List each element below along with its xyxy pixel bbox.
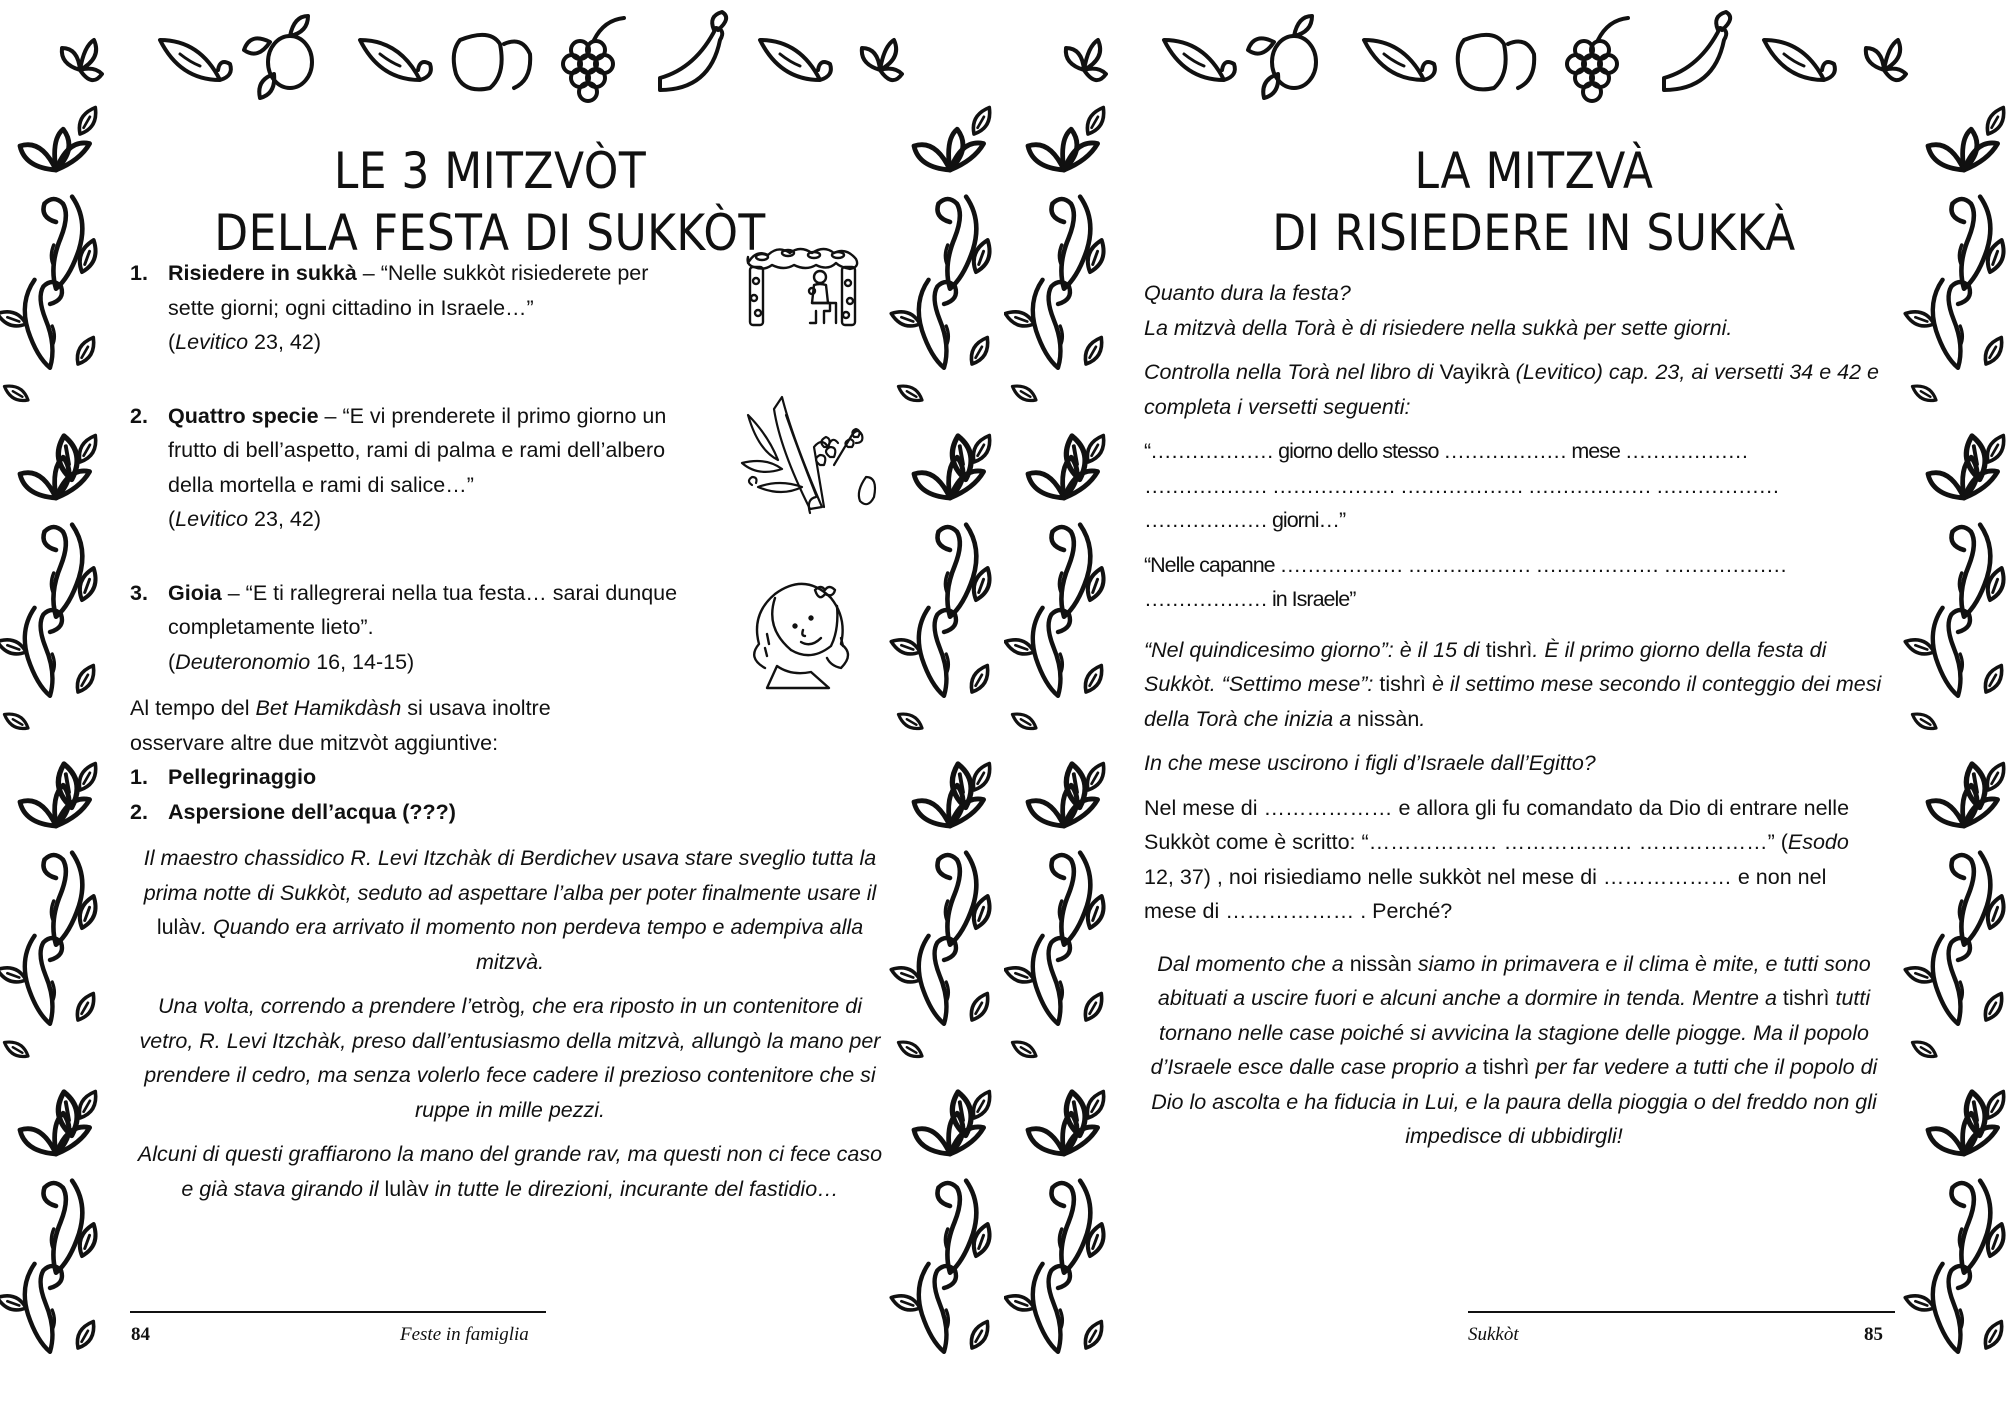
curl-ornament [1033, 280, 1070, 368]
leaf-ornament [1963, 762, 1989, 809]
footer-rule [1468, 1311, 1895, 1313]
leaf-ornament [969, 760, 995, 793]
trefoil-ornament [914, 457, 984, 498]
top-leafbig-ornament [160, 40, 231, 80]
fill-verse-1-line-1: “……………… giorno dello stesso ……………… mese ……………… [1144, 439, 1748, 463]
answer-duration: La mitzvà della Torà è di risiedere nella sukkà per sette giorni. [1144, 315, 1733, 340]
happy-girl-illustration [745, 578, 860, 693]
trefoil-ornament [914, 129, 984, 170]
leaf-ornament [1983, 894, 2008, 931]
leaf-ornament [1963, 434, 1989, 481]
leaf-ornament [889, 964, 922, 986]
curl-ornament [1033, 936, 1070, 1024]
ref-open: ( [168, 507, 176, 531]
leaf-ornament [967, 1318, 993, 1351]
fill-verse-2-line-2: ……………… in Israele” [1144, 587, 1356, 611]
page-title [173, 140, 807, 264]
item-name: Gioia [168, 580, 222, 605]
page-number: 84 [131, 1324, 150, 1345]
leaf-ornament [1903, 636, 1936, 658]
leaf-ornament [1083, 238, 1108, 275]
item-text [168, 256, 688, 360]
curl-ornament [1951, 525, 1990, 617]
text-plain: tishrì [1485, 637, 1533, 662]
leaf-ornament [1004, 964, 1036, 986]
text: tutti tornano nelle case poiché si avvicina la stagione delle piogge. Ma il popolo d’Israele esce dalle case proprio a [1150, 986, 1871, 1079]
title-line-2: DELLA FESTA DI SUKKÒT [214, 203, 766, 262]
answer-paragraph [1144, 947, 1884, 1154]
item-number: 1. [130, 261, 148, 285]
leaf-ornament [73, 990, 99, 1023]
text: , che era riposto in un contenitore di vetro, R. Levi Itzchàk, preso dall’entusiasmo della mitzvà, allungò la mano per prendere il cedro, ma senza volerlo fece cadere il prezioso contenitore che si ruppe in mille pezzi. [139, 994, 881, 1122]
leaf-ornament [0, 1292, 28, 1314]
text-plain: etròg [471, 994, 521, 1018]
leaf-ornament [889, 308, 922, 330]
title-line-1: LA MITZVÀ [1414, 141, 1654, 200]
top-lemon-ornament [454, 35, 530, 90]
text-plain: lulàv [384, 1176, 429, 1201]
text: Controlla nella Torà nel libro di [1144, 360, 1440, 384]
leaf-ornament [75, 432, 101, 465]
leaf-ornament [2, 710, 31, 733]
item-text [168, 576, 688, 680]
leaf-ornament [1083, 1088, 1109, 1121]
leaf-ornament [75, 1088, 101, 1121]
curl-ornament [1051, 197, 1090, 289]
top-leafbig-ornament [760, 40, 831, 80]
item-number: 3. [130, 580, 148, 605]
curl-ornament [25, 936, 62, 1024]
leaf-ornament [1963, 1090, 1989, 1137]
leaf-ornament [1983, 432, 2008, 465]
leaf-ornament [1083, 104, 1109, 137]
leaf-ornament [1063, 762, 1089, 809]
leaf-ornament [75, 566, 100, 603]
leaf-ornament [1063, 434, 1089, 481]
leaf-ornament [967, 334, 993, 367]
curl-ornament [1933, 1264, 1970, 1352]
leaf-ornament [0, 636, 28, 658]
ref-verse: 16, 14-15) [310, 649, 415, 674]
curl-ornament [43, 853, 82, 945]
trefoil-ornament [20, 129, 90, 170]
leaf-ornament [55, 434, 81, 481]
text-italic: Esodo [1787, 830, 1849, 854]
top-lemon-ornament [1458, 35, 1534, 90]
leaf-ornament [0, 964, 28, 986]
trefoil-ornament [1928, 1113, 1998, 1154]
leaf-ornament [1083, 1222, 1108, 1259]
fill-verse-1-line-2: ……………… ……………… ……………… ……………… ……………… [1144, 473, 1779, 498]
top-flower-ornament [1866, 40, 1906, 80]
trefoil-ornament [1928, 785, 1998, 826]
item-name: Risiedere in sukkà [168, 261, 357, 285]
leaf-ornament [75, 1222, 100, 1259]
footer-rule [130, 1311, 546, 1313]
leaf-ornament [969, 104, 995, 137]
leaf-ornament [75, 104, 101, 137]
leaf-ornament [55, 1090, 81, 1137]
curl-ornament [1033, 1264, 1070, 1352]
curl-ornament [1933, 608, 1970, 696]
explanation [1144, 633, 1884, 737]
leaf-ornament [1910, 710, 1939, 733]
leaf-ornament [1910, 1038, 1939, 1061]
text-plain: tishrì [1379, 672, 1426, 696]
right-page [1004, 0, 2008, 1417]
item-label: Pellegrinaggio [168, 765, 317, 789]
top-flower-ornament [862, 40, 902, 80]
curl-ornament [919, 280, 956, 368]
text: Dal momento che a [1157, 951, 1350, 976]
curl-ornament [25, 1264, 62, 1352]
curl-ornament [919, 936, 956, 1024]
extra-mitzvot-list [130, 760, 890, 829]
leaf-ornament [1981, 1318, 2007, 1351]
leaf-ornament [967, 662, 993, 695]
leaf-ornament [75, 238, 100, 275]
temple-intro [130, 691, 650, 760]
ref-open: ( [168, 649, 176, 674]
text: si usava inoltre osservare altre due mitzvòt aggiuntive: [130, 696, 551, 755]
text: Nel mese di ……………… e allora gli fu comandato da Dio di entrare nelle Sukkòt come è scritto: “……………… ……………… ………………” ( [1144, 795, 1850, 854]
title-line-2: DI RISIEDERE IN SUKKÀ [1272, 203, 1796, 262]
leaf-ornament [1903, 964, 1936, 986]
ref-book: Levitico [175, 507, 249, 531]
item-quote: – “Nelle sukkòt risiederete per sette giorni; ogni cittadino in Israele…” [168, 261, 649, 320]
sukka-illustration [740, 243, 865, 328]
curl-ornament [937, 1181, 976, 1273]
curl-ornament [937, 525, 976, 617]
item-quote: – “E vi prenderete il primo giorno un frutto di bell’aspetto, rami di palma e rami dell’albero della mortella e rami di salice…” [168, 403, 667, 497]
fill-exodus [1144, 791, 1884, 929]
text: 12, 37) , noi risiediamo nelle sukkòt nel mese di ……………… e non nel mese di ……………… . Perché? [1144, 864, 1827, 923]
curl-ornament [937, 197, 976, 289]
top-pepper-ornament [660, 12, 726, 90]
extra-item [130, 760, 890, 795]
trefoil-ornament [914, 785, 984, 826]
leaf-ornament [896, 710, 925, 733]
item-number: 2. [130, 799, 148, 824]
leaf-ornament [1903, 308, 1936, 330]
top-leafbig-ornament [360, 40, 431, 80]
text-plain: Vayikrà [1439, 360, 1510, 384]
leaf-ornament [896, 1038, 925, 1061]
trefoil-ornament [1028, 1113, 1098, 1154]
trefoil-ornament [20, 1113, 90, 1154]
leaf-ornament [1004, 1292, 1036, 1314]
curl-ornament [25, 280, 62, 368]
curl-ornament [25, 608, 62, 696]
ref-book: Levitico [175, 330, 249, 354]
text: in tutte le direzioni, incurante del fastidio… [428, 1176, 839, 1201]
top-leafbig-ornament [1764, 40, 1835, 80]
item-number: 1. [130, 765, 148, 789]
top-flower-ornament [1066, 40, 1106, 80]
leaf-ornament [949, 1090, 975, 1137]
item-quote: – “E ti rallegrerai nella tua festa… sarai dunque completamente lieto”. [168, 580, 678, 639]
leaf-ornament [1004, 636, 1036, 658]
leaf-ornament [0, 308, 28, 330]
leaf-ornament [969, 1088, 995, 1121]
item-number: 2. [130, 403, 148, 428]
fill-verse-1-line-3: ……………… giorni…” [1144, 508, 1346, 532]
item-label: Aspersione dell’acqua (???) [168, 799, 456, 824]
top-fruit-ornament [1248, 16, 1316, 98]
leaf-ornament [889, 1292, 922, 1314]
leaf-ornament [896, 382, 925, 405]
curl-ornament [919, 1264, 956, 1352]
story-paragraph [130, 989, 890, 1127]
leaf-ornament [1010, 1038, 1039, 1061]
instructions [1144, 355, 1884, 424]
leaf-ornament [1083, 566, 1108, 603]
curl-ornament [1051, 1181, 1090, 1273]
text: Al tempo del [130, 696, 256, 720]
leaf-ornament [2, 1038, 31, 1061]
curl-ornament [43, 525, 82, 617]
trefoil-ornament [914, 1113, 984, 1154]
curl-ornament [1951, 197, 1990, 289]
leaf-ornament [73, 334, 99, 367]
leaf-ornament [969, 566, 994, 603]
leaf-ornament [969, 894, 994, 931]
leaf-ornament [1004, 308, 1036, 330]
leaf-ornament [1983, 1088, 2008, 1121]
fill-verse-2-line-1: “Nelle capanne ……………… ……………… ……………… ……………… [1144, 552, 1787, 577]
leaf-ornament [1983, 566, 2008, 603]
item-text [168, 399, 688, 537]
running-title: Sukkòt [1468, 1324, 1519, 1345]
leaf-ornament [1010, 710, 1039, 733]
leaf-ornament [1010, 382, 1039, 405]
top-pepper-ornament [1664, 12, 1730, 90]
title-line-1: LE 3 MITZVÒT [333, 141, 647, 200]
text-plain: lulàv [156, 915, 202, 939]
text: (Levitico) cap. 23, ai versetti 34 e 42 e completa i versetti seguenti: [1144, 360, 1879, 419]
ref-book: Deuteronomio [175, 649, 311, 674]
leaf-ornament [1903, 1292, 1936, 1314]
leaf-ornament [1083, 894, 1108, 931]
top-grapes-ornament [1567, 18, 1628, 101]
curl-ornament [43, 1181, 82, 1273]
leaf-ornament [1081, 990, 1107, 1023]
text: Alcuni di questi graffiarono la mano del grande rav, ma questi non ci fece caso e già stava girando il [137, 1142, 883, 1201]
text-plain: tishrì [1782, 986, 1830, 1010]
right-body [1144, 276, 1884, 1164]
leaf-ornament [75, 760, 101, 793]
leaf-ornament [55, 762, 81, 809]
text: per far vedere a tutti che il popolo di Dio lo ascolta e ha fiducia in Lui, e la paura della pioggia o del freddo non gli impedisce di ubbidirgli! [1151, 1055, 1878, 1148]
curl-ornament [1051, 853, 1090, 945]
leaf-ornament [73, 1318, 99, 1351]
leaf-ornament [1081, 662, 1107, 695]
ref-verse: 23, 42) [248, 507, 321, 531]
ref-verse: 23, 42) [248, 330, 321, 354]
trefoil-ornament [1028, 785, 1098, 826]
question-duration: Quanto dura la festa? [1144, 281, 1351, 305]
leaf-ornament [1983, 238, 2008, 275]
leaf-ornament [1981, 662, 2007, 695]
trefoil-ornament [20, 457, 90, 498]
curl-ornament [1933, 280, 1970, 368]
leaf-ornament [949, 762, 975, 809]
page-number: 85 [1864, 1324, 1883, 1345]
extra-item [130, 795, 890, 830]
text-italic: Bet Hamikdàsh [255, 696, 402, 720]
leaf-ornament [967, 990, 993, 1023]
ref-open: ( [168, 330, 176, 354]
leaf-ornament [73, 662, 99, 695]
text: è il settimo mese secondo il conteggio dei mesi della Torà che inizia a [1144, 672, 1882, 731]
trefoil-ornament [1028, 457, 1098, 498]
curl-ornament [1951, 1181, 1990, 1273]
curl-ornament [1951, 853, 1990, 945]
leaf-ornament [75, 894, 100, 931]
running-title: Feste in famiglia [400, 1324, 529, 1345]
text: Una volta, correndo a prendere l’ [158, 994, 472, 1018]
text: siamo in primavera e il clima è mite, e tutti sono abituati a uscire fuori e alcuni anche a dormire in tenda. Mentre a [1157, 951, 1871, 1010]
top-grapes-ornament [563, 18, 624, 101]
text: . [1419, 706, 1426, 731]
text-plain: nissàn [1349, 951, 1412, 976]
text: . È il primo giorno della festa di Sukkòt. “Settimo mese”: [1144, 637, 1827, 696]
top-flower-ornament [62, 40, 102, 80]
leaf-ornament [969, 238, 994, 275]
trefoil-ornament [1928, 129, 1998, 170]
leaf-ornament [1083, 432, 1109, 465]
leaf-ornament [889, 636, 922, 658]
leaf-ornament [969, 1222, 994, 1259]
leaf-ornament [1983, 104, 2008, 137]
leaf-ornament [1081, 334, 1107, 367]
curl-ornament [937, 853, 976, 945]
page-title [1217, 140, 1851, 264]
leaf-ornament [1981, 990, 2007, 1023]
text: Il maestro chassidico R. Levi Itzchàk di Berdichev usava stare sveglio tutta la prima notte di Sukkòt, seduto ad aspettare l’alba per poter finalmente usare il [143, 846, 877, 905]
leaf-ornament [1981, 334, 2007, 367]
top-fruit-ornament [244, 16, 312, 98]
trefoil-ornament [1928, 457, 1998, 498]
curl-ornament [919, 608, 956, 696]
leaf-ornament [2, 382, 31, 405]
curl-ornament [1033, 608, 1070, 696]
story-paragraph [130, 1137, 890, 1206]
leaf-ornament [1083, 760, 1109, 793]
top-leafbig-ornament [1364, 40, 1435, 80]
trefoil-ornament [1028, 129, 1098, 170]
leaf-ornament [969, 432, 995, 465]
trefoil-ornament [20, 785, 90, 826]
text-plain: nissàn [1357, 706, 1420, 731]
leaf-ornament [1081, 1318, 1107, 1351]
leaf-ornament [949, 434, 975, 481]
text: . Quando era arrivato il momento non perdeva tempo e adempiva alla mitzvà. [201, 915, 864, 974]
story-paragraph [130, 841, 890, 979]
leaf-ornament [1910, 382, 1939, 405]
four-species-illustration [738, 395, 888, 520]
leaf-ornament [1063, 1090, 1089, 1137]
leaf-ornament [1983, 1222, 2008, 1259]
text-plain: tishrì [1482, 1055, 1530, 1079]
curl-ornament [1051, 525, 1090, 617]
text: “Nel quindicesimo giorno”: è il 15 di [1144, 637, 1486, 662]
question-exodus-month: In che mese uscirono i figli d’Israele dall’Egitto? [1144, 751, 1596, 775]
top-leafbig-ornament [1164, 40, 1235, 80]
curl-ornament [1933, 936, 1970, 1024]
leaf-ornament [1983, 760, 2008, 793]
curl-ornament [43, 197, 82, 289]
item-name: Quattro specie [168, 403, 319, 428]
